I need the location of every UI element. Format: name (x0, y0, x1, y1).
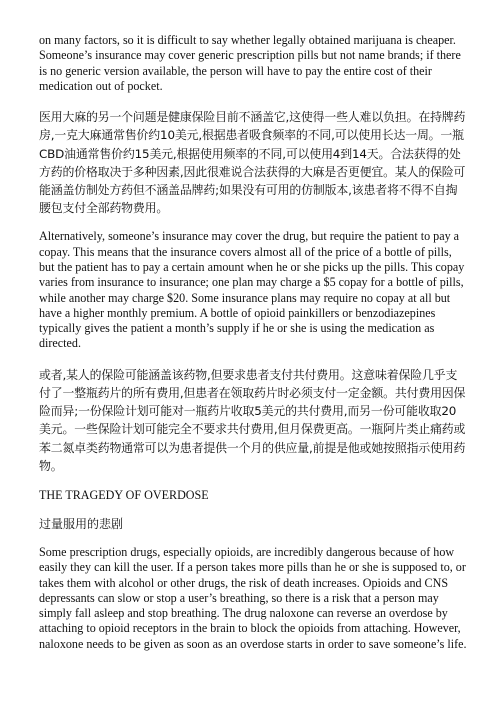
paragraph-english-3: Some prescription drugs, especially opioids, are incredibly dangerous because of how easily they can kill the user. If a person takes more pills than he or she is supposed to, or takes them with alcohol or other drugs, the risk of death increases. Opioids and CNS depressants can slow or stop a user’s breathing, so there is a risk that a person may simply fall asleep and stop breathing. The drug naloxone can reverse an overdose by attaching to opioid receptors in the brain to block the opioids from attaching. However, naloxone needs to be given as soon as an overdose starts in order to save someone’s life. (39, 545, 467, 651)
paragraph-english-1: on many factors, so it is difficult to say whether legally obtained marijuana is cheaper. Someone’s insurance may cover generic prescription pills but not name brands; if there is no generic version available, the person will have to pay the entire cost of their medication out of pocket. (39, 33, 461, 93)
paragraph-chinese-2: 或者,某人的保险可能涵盖该药物,但要求患者支付共付费用。这意味着保险几乎支付了一整瓶药片的所有费用,但患者在领取药片时必须支付一定金额。共付费用因保险而异;一份保险计划可能对一瓶药片收取5美元的共付费用,而另一份可能收取20美元。一些保险计划可能完全不要求共付费用,但月保费更高。一瓶阿片类止痛药或苯二氮卓类药物通常可以为患者提供一个月的供应量,前提是他或她按照指示使用药物。 (39, 367, 466, 473)
document-page (39, 33, 467, 652)
paragraph-english-2: Alternatively, someone’s insurance may cover the drug, but require the patient to pay a copay. This means that the insurance covers almost all of the price of a bottle of pills, but the patient has to pay a certain amount when he or she picks up the pills. This copay varies from insurance to insurance; one plan may charge a $5 copay for a bottle of pills, while another may charge $20. Some insurance plans may require no copay at all but have a higher monthly premium. A bottle of opioid painkillers or benzodiazepines typically gives the patient a month’s supply if he or she is using the medication as directed. (39, 229, 465, 351)
section-heading-chinese: 过量服用的悲剧 (39, 517, 124, 531)
section-heading-english: THE TRAGEDY OF OVERDOSE (39, 488, 209, 502)
paragraph-chinese-1: 医用大麻的另一个问题是健康保险目前不涵盖它,这使得一些人难以负担。在持牌药房,一克大麻通常售价约10美元,根据患者吸食频率的不同,可以使用长达一周。一瓶CBD油通常售价约15美元,根据使用频率的不同,可以使用4到14天。合法获得的处方药的价格取决于多种因素,因此很难说合法获得的大麻是否更便宜。某人的保险可能涵盖仿制处方药但不涵盖品牌药;如果没有可用的仿制版本,该患者将不得不自掏腰包支付全部药物费用。 (39, 110, 466, 216)
